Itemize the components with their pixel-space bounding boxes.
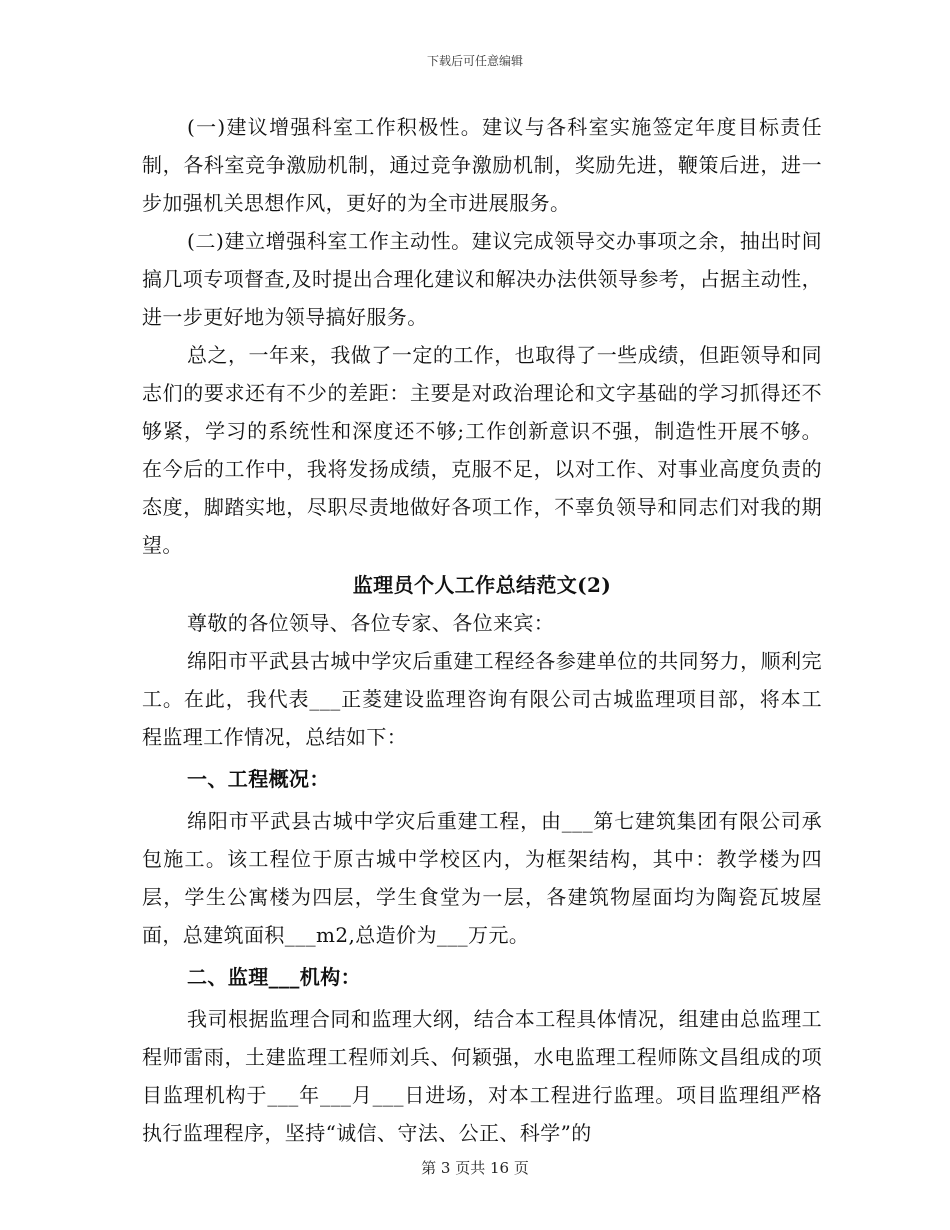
heading-supervision-org: 二、监理___机构：	[187, 965, 361, 989]
paragraph-suggestion-2: (二)建立增强科室工作主动性。建议完成领导交办事项之余，抽出时间搞几项专项督查,及时提出合理化建议和解决办法供领导参考，占据主动性，进一步更好地为领导搞好服务。	[142, 229, 822, 329]
document-body	[142, 108, 822, 1152]
paragraph-suggestion-1: (一)建议增强科室工作积极性。建议与各科室实施签定年度目标责任制，各科室竞争激励机制，通过竞争激励机制，奖励先进，鞭策后进，进一步加强机关思想作风，更好的为全市进展服务。	[142, 115, 822, 215]
paragraph-supervision-org: 我司根据监理合同和监理大纲，结合本工程具体情况，组建由总监理工程师雷雨，土建监理工程师刘兵、何颖强，水电监理工程师陈文昌组成的项目监理机构于___年___月___日进场，对本工程进行监理。项目监理组严格执行监理程序，坚持“诚信、守法、公正、科学”的	[142, 1007, 822, 1145]
heading-project-overview: 一、工程概况：	[187, 767, 330, 791]
page-header: 下载后可任意编辑	[426, 54, 523, 68]
paragraph-conclusion: 总之，一年来，我做了一定的工作，也取得了一些成绩，但距领导和同志们的要求还有不少的差距：主要是对政治理论和文字基础的学习抓得还不够紧，学习的系统性和深度还不够;工作创新意识不强，制造性开展不够。在今后的工作中，我将发扬成绩，克服不足，以对工作、对事业高度负责的态度，脚踏实地，尽职尽责地做好各项工作，不辜负领导和同志们对我的期望。	[142, 343, 822, 557]
paragraph-project-overview: 绵阳市平武县古城中学灾后重建工程，由___第七建筑集团有限公司承包施工。该工程位于原古城中学校区内，为框架结构，其中：教学楼为四层，学生公寓楼为四层，学生食堂为一层，各建筑物屋面均为陶瓷瓦坡屋面，总建筑面积___m2,总造价为___万元。	[142, 809, 822, 947]
page-footer: 第 3 页共 16 页	[421, 1159, 529, 1177]
paragraph-intro: 绵阳市平武县古城中学灾后重建工程经各参建单位的共同努力，顺利完工。在此，我代表___正菱建设监理咨询有限公司古城监理项目部，将本工程监理工作情况，总结如下：	[142, 649, 822, 749]
paragraph-greeting: 尊敬的各位领导、各位专家、各位来宾：	[187, 611, 555, 635]
section-title: 监理员个人工作总结范文(2)	[352, 573, 612, 597]
